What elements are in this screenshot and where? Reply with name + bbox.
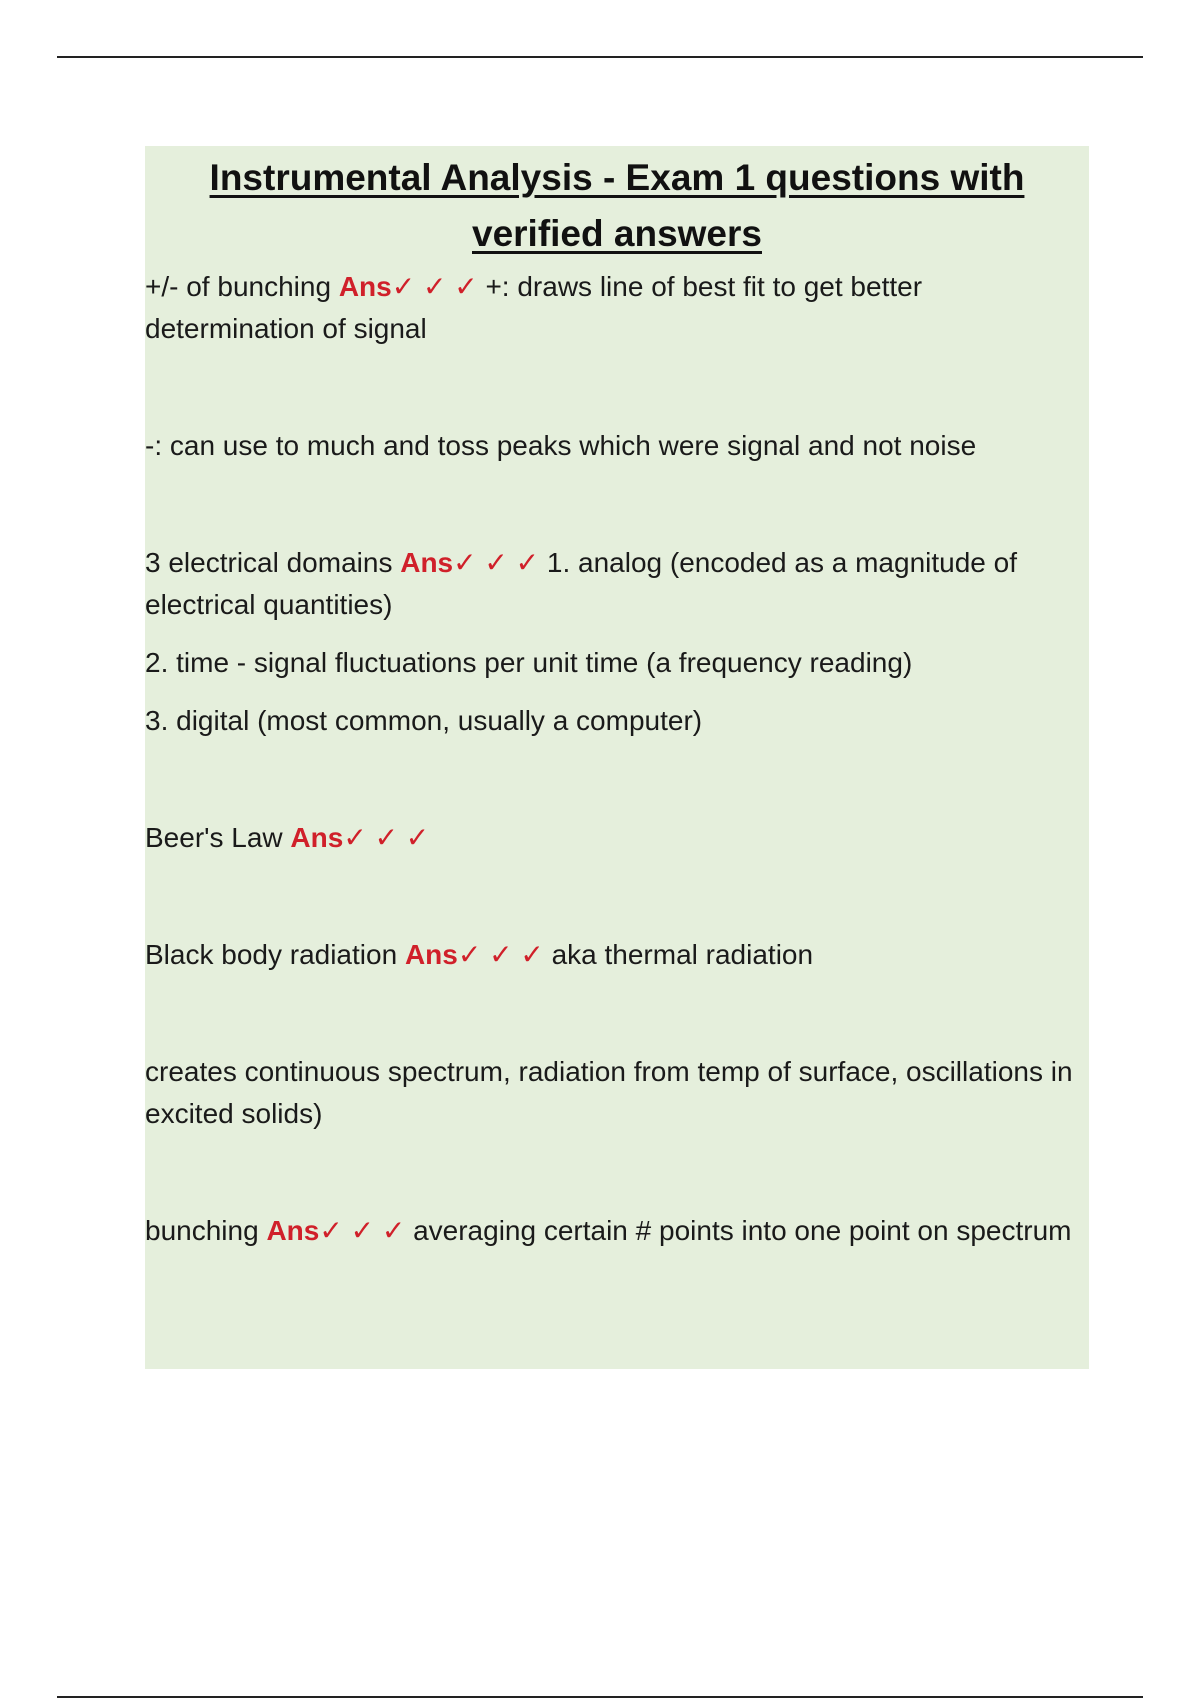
answer-text: averaging certain # points into one point on spectrum xyxy=(413,1215,1072,1246)
answer-line-digital: 3. digital (most common, usually a computer) xyxy=(145,705,703,736)
checkmark-icons: ✓ ✓ ✓ xyxy=(457,939,544,970)
qa-entry-bunching xyxy=(145,1210,1089,1252)
question-term: Black body radiation xyxy=(145,939,398,970)
answer-marker: Ans xyxy=(290,822,344,853)
answer-continuation: -: can use to much and toss peaks which were signal and not noise xyxy=(145,430,977,461)
answer-text: +: draws line of best fit to get better determination of signal xyxy=(145,271,923,344)
answer-marker: Ans xyxy=(404,939,458,970)
answer-marker: Ans xyxy=(266,1215,320,1246)
answer-continuation: creates continuous spectrum, radiation from temp of surface, oscillations in excited solids) xyxy=(145,1056,1073,1129)
bottom-rule xyxy=(57,1696,1143,1698)
answer-text: 1. analog (encoded as a magnitude of electrical quantities) xyxy=(145,547,1017,620)
checkmark-icons: ✓ ✓ ✓ xyxy=(453,547,540,578)
document-panel xyxy=(145,146,1089,1369)
top-rule xyxy=(57,56,1143,58)
answer-marker: Ans xyxy=(338,271,392,302)
qa-list xyxy=(145,262,1089,1252)
qa-entry-bunching-pros-cons xyxy=(145,266,1089,350)
answer-marker: Ans xyxy=(400,547,454,578)
question-term: +/- of bunching xyxy=(145,271,332,302)
checkmark-icons: ✓ ✓ ✓ xyxy=(391,271,478,302)
qa-entry-electrical-domains xyxy=(145,542,1089,626)
answer-line-time: 2. time - signal fluctuations per unit time (a frequency reading) xyxy=(145,647,913,678)
question-term: Beer's Law xyxy=(145,822,283,853)
qa-entry-black-body-radiation xyxy=(145,934,1089,976)
document-title: Instrumental Analysis - Exam 1 questions with verified answers xyxy=(209,157,1025,254)
qa-entry-beers-law xyxy=(145,817,1089,859)
answer-text: aka thermal radiation xyxy=(551,939,814,970)
question-term: 3 electrical domains xyxy=(145,547,393,578)
checkmark-icons: ✓ ✓ ✓ xyxy=(343,822,430,853)
checkmark-icons: ✓ ✓ ✓ xyxy=(319,1215,406,1246)
question-term: bunching xyxy=(145,1215,259,1246)
